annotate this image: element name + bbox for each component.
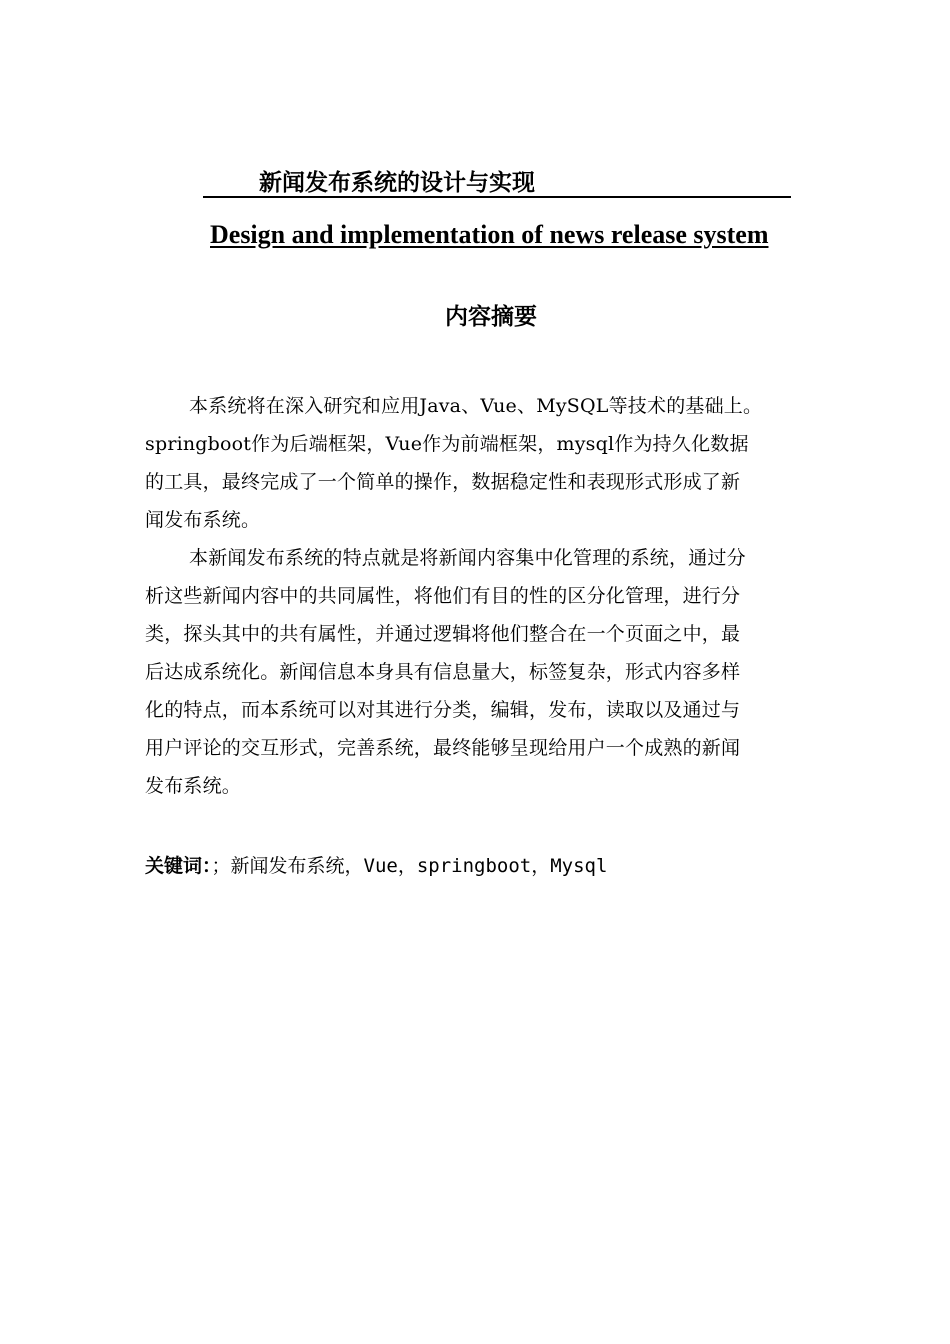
paragraph-line: 发布系统。 (145, 775, 242, 797)
abstract-heading: 内容摘要 (445, 304, 537, 330)
paragraph-line: 化的特点，而本系统可以对其进行分类，编辑，发布，读取以及通过与 (145, 699, 741, 721)
paragraph-line: 闻发布系统。 (145, 509, 261, 531)
chinese-title-text: 新闻发布系统的设计与实现 (259, 170, 535, 196)
paragraph-line: 本系统将在深入研究和应用Java、Vue、MySQL等技术的基础上。 (189, 395, 763, 417)
keywords-line (145, 849, 607, 884)
abstract-paragraph-1 (145, 387, 865, 539)
paragraph-line: 后达成系统化。新闻信息本身具有信息量大，标签复杂，形式内容多样 (145, 661, 741, 683)
abstract-paragraph-2 (145, 539, 865, 805)
chinese-title (203, 168, 791, 198)
paragraph-line: 本新闻发布系统的特点就是将新闻内容集中化管理的系统，通过分 (189, 547, 746, 569)
paragraph-line: 析这些新闻内容中的共同属性，将他们有目的性的区分化管理，进行分 (145, 585, 741, 607)
keywords-value: ；新闻发布系统，Vue，springboot，Mysql (211, 855, 608, 877)
paragraph-line: 的工具，最终完成了一个简单的操作，数据稳定性和表现形式形成了新 (145, 471, 741, 493)
paragraph-line: 类，探头其中的共有属性，并通过逻辑将他们整合在一个页面之中，最 (145, 623, 741, 645)
paragraph-line: 用户评论的交互形式，完善系统，最终能够呈现给用户一个成熟的新闻 (145, 737, 741, 759)
paragraph-line: springboot作为后端框架，Vue作为前端框架，mysql作为持久化数据 (145, 433, 749, 455)
keywords-label: 关键词： (145, 855, 212, 877)
english-title: Design and implementation of news release system (210, 220, 769, 249)
abstract-body (145, 387, 865, 805)
